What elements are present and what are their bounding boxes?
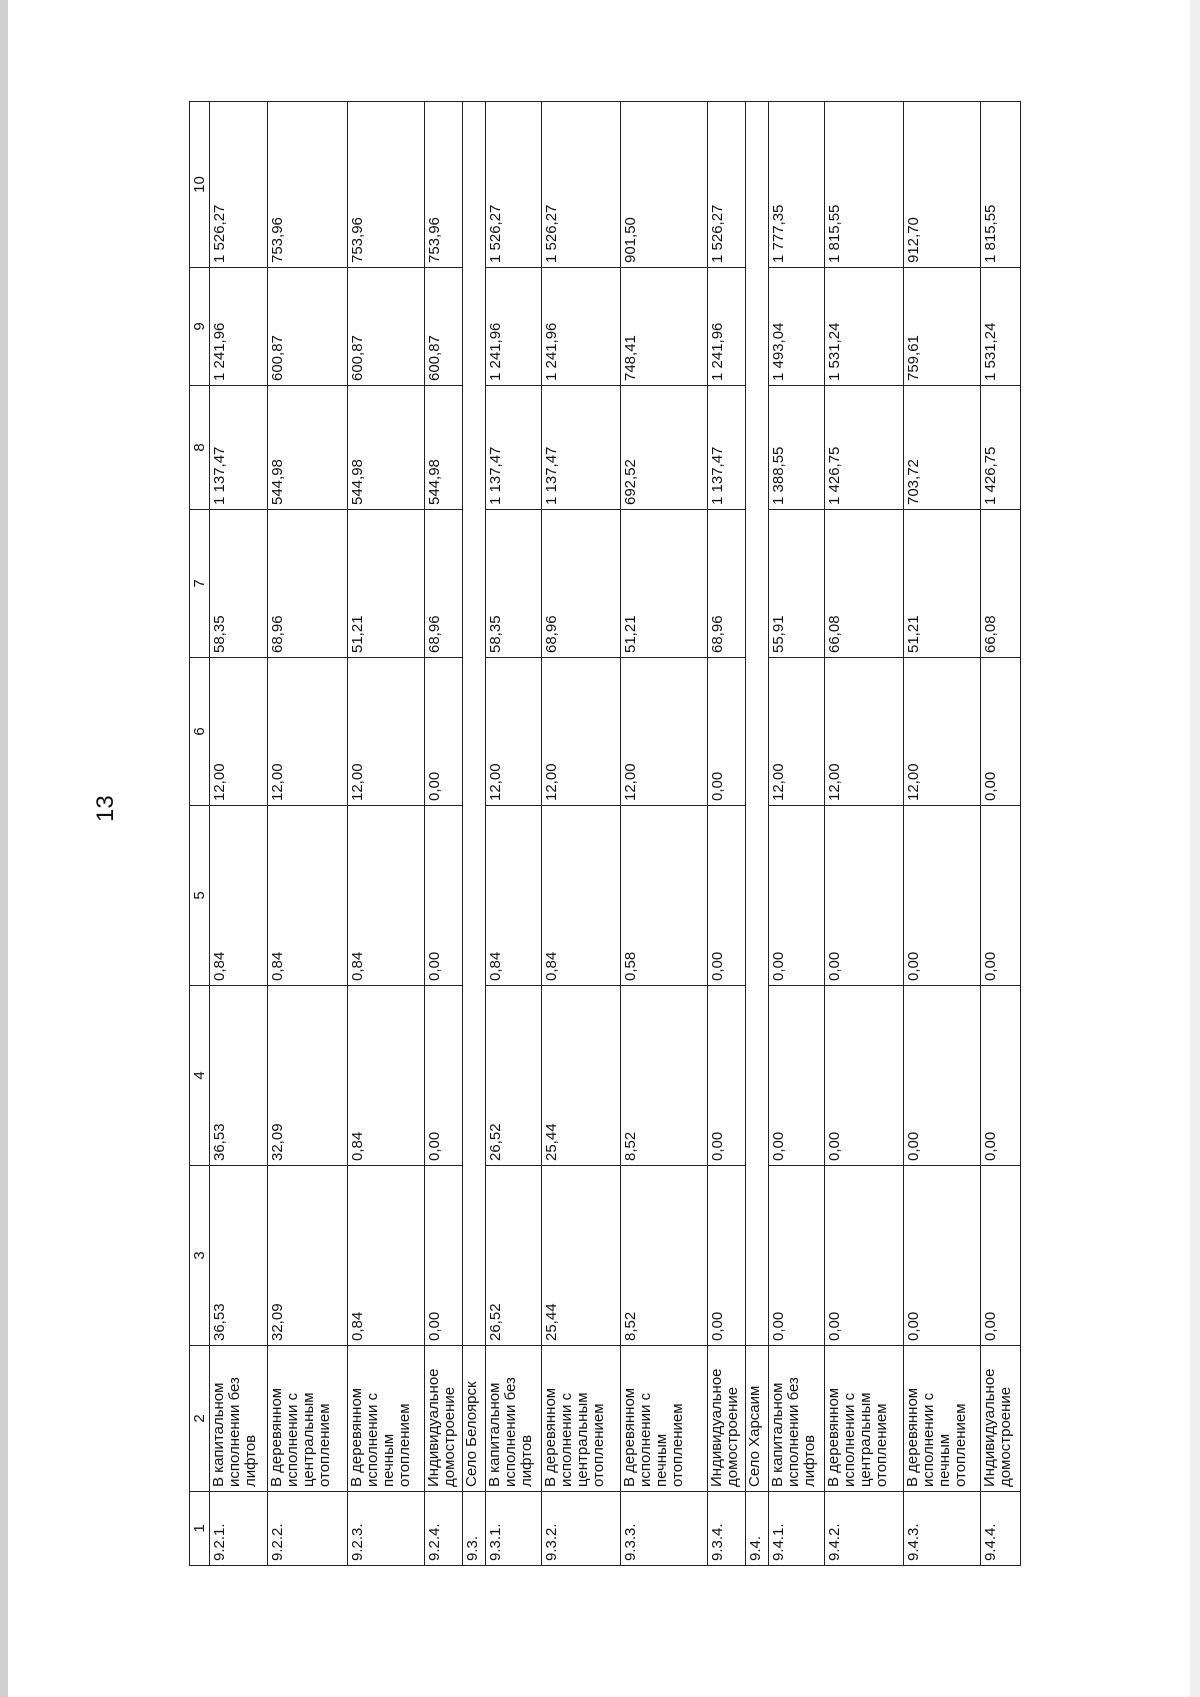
value-cell: 600,87 xyxy=(268,268,348,386)
row-code-cell: 9.3.2. xyxy=(542,1492,621,1566)
value-cell: 58,35 xyxy=(486,510,542,658)
value-cell: 0,00 xyxy=(825,1166,904,1346)
value-cell: 0,00 xyxy=(904,806,981,986)
value-cell: 544,98 xyxy=(348,386,425,510)
value-cell: 0,00 xyxy=(769,1166,825,1346)
section-row xyxy=(463,102,486,1566)
value-cell: 1 137,47 xyxy=(486,386,542,510)
value-cell: 68,96 xyxy=(425,510,463,658)
row-label-cell: В капитальном исполнении без лифтов xyxy=(486,1346,542,1492)
table-row xyxy=(825,102,904,1566)
table-row xyxy=(904,102,981,1566)
value-cell: 32,09 xyxy=(268,1166,348,1346)
scan-left-edge xyxy=(0,0,8,1697)
value-cell: 748,41 xyxy=(621,268,708,386)
value-cell: 0,00 xyxy=(981,658,1021,806)
row-code-cell: 9.3. xyxy=(463,1492,486,1566)
page-number: 13 xyxy=(92,795,119,822)
row-label-cell: В деревянном исполнении с печным отоплением xyxy=(348,1346,425,1492)
value-cell: 55,91 xyxy=(769,510,825,658)
value-cell: 0,84 xyxy=(348,806,425,986)
row-code-cell: 9.3.3. xyxy=(621,1492,708,1566)
value-cell: 1 526,27 xyxy=(210,102,268,268)
value-cell: 753,96 xyxy=(425,102,463,268)
value-cell: 0,84 xyxy=(268,806,348,986)
value-cell: 753,96 xyxy=(268,102,348,268)
value-cell: 0,00 xyxy=(981,1166,1021,1346)
row-code-cell: 9.3.4. xyxy=(708,1492,746,1566)
value-cell: 12,00 xyxy=(210,658,268,806)
table-row xyxy=(268,102,348,1566)
row-label-cell: В деревянном исполнении с печным отоплением xyxy=(904,1346,981,1492)
value-cell: 0,00 xyxy=(708,806,746,986)
section-filler-cell xyxy=(746,102,769,1346)
table-row xyxy=(486,102,542,1566)
row-code-cell: 9.3.1. xyxy=(486,1492,542,1566)
value-cell: 68,96 xyxy=(268,510,348,658)
column-header-1: 1 xyxy=(190,1492,210,1566)
row-label-cell: В деревянном исполнении с печным отоплением xyxy=(621,1346,708,1492)
row-label-cell: Село Белоярск xyxy=(463,1346,486,1492)
value-cell: 1 815,55 xyxy=(981,102,1021,268)
row-label-cell: В деревянном исполнении с центральным отоплением xyxy=(542,1346,621,1492)
value-cell: 703,72 xyxy=(904,386,981,510)
value-cell: 58,35 xyxy=(210,510,268,658)
value-cell: 12,00 xyxy=(486,658,542,806)
value-cell: 66,08 xyxy=(981,510,1021,658)
value-cell: 1 815,55 xyxy=(825,102,904,268)
row-label-cell: Индивидуальное домостроение xyxy=(425,1346,463,1492)
row-label-cell: Индивидуальное домостроение xyxy=(981,1346,1021,1492)
value-cell: 36,53 xyxy=(210,986,268,1166)
value-cell: 1 777,35 xyxy=(769,102,825,268)
value-cell: 0,84 xyxy=(348,986,425,1166)
value-cell: 1 493,04 xyxy=(769,268,825,386)
table-row xyxy=(210,102,268,1566)
value-cell: 25,44 xyxy=(542,986,621,1166)
value-cell: 12,00 xyxy=(542,658,621,806)
value-cell: 1 241,96 xyxy=(708,268,746,386)
value-cell: 753,96 xyxy=(348,102,425,268)
value-cell: 692,52 xyxy=(621,386,708,510)
row-code-cell: 9.2.4. xyxy=(425,1492,463,1566)
column-header-7: 7 xyxy=(190,510,210,658)
table-row xyxy=(769,102,825,1566)
table-row xyxy=(348,102,425,1566)
rotated-table-container xyxy=(189,102,1107,1566)
table-row xyxy=(425,102,463,1566)
column-header-4: 4 xyxy=(190,986,210,1166)
table-row xyxy=(621,102,708,1566)
value-cell: 1 426,75 xyxy=(981,386,1021,510)
value-cell: 1 137,47 xyxy=(708,386,746,510)
value-cell: 0,84 xyxy=(348,1166,425,1346)
value-cell: 12,00 xyxy=(348,658,425,806)
value-cell: 8,52 xyxy=(621,1166,708,1346)
value-cell: 0,00 xyxy=(904,1166,981,1346)
value-cell: 1 526,27 xyxy=(708,102,746,268)
value-cell: 1 241,96 xyxy=(210,268,268,386)
scan-right-edge xyxy=(1190,0,1200,1697)
value-cell: 544,98 xyxy=(425,386,463,510)
value-cell: 51,21 xyxy=(348,510,425,658)
value-cell: 12,00 xyxy=(769,658,825,806)
column-header-2: 2 xyxy=(190,1346,210,1492)
value-cell: 26,52 xyxy=(486,1166,542,1346)
column-number-row xyxy=(190,102,210,1566)
column-header-6: 6 xyxy=(190,658,210,806)
value-cell: 0,58 xyxy=(621,806,708,986)
value-cell: 1 137,47 xyxy=(210,386,268,510)
row-code-cell: 9.2.3. xyxy=(348,1492,425,1566)
value-cell: 12,00 xyxy=(904,658,981,806)
row-label-cell: В деревянном исполнении с центральным отоплением xyxy=(268,1346,348,1492)
value-cell: 12,00 xyxy=(825,658,904,806)
value-cell: 0,00 xyxy=(708,1166,746,1346)
row-code-cell: 9.2.2. xyxy=(268,1492,348,1566)
value-cell: 0,00 xyxy=(708,986,746,1166)
value-cell: 32,09 xyxy=(268,986,348,1166)
value-cell: 1 241,96 xyxy=(542,268,621,386)
row-code-cell: 9.4.3. xyxy=(904,1492,981,1566)
value-cell: 66,08 xyxy=(825,510,904,658)
row-code-cell: 9.2.1. xyxy=(210,1492,268,1566)
value-cell: 0,00 xyxy=(425,806,463,986)
row-code-cell: 9.4.2. xyxy=(825,1492,904,1566)
value-cell: 0,00 xyxy=(904,986,981,1166)
table-row xyxy=(981,102,1021,1566)
value-cell: 0,00 xyxy=(981,986,1021,1166)
value-cell: 1 531,24 xyxy=(825,268,904,386)
table-row xyxy=(542,102,621,1566)
row-code-cell: 9.4.1. xyxy=(769,1492,825,1566)
column-header-9: 9 xyxy=(190,268,210,386)
row-label-cell: В капитальном исполнении без лифтов xyxy=(210,1346,268,1492)
value-cell: 12,00 xyxy=(621,658,708,806)
column-header-3: 3 xyxy=(190,1166,210,1346)
value-cell: 600,87 xyxy=(425,268,463,386)
value-cell: 1 241,96 xyxy=(486,268,542,386)
value-cell: 0,00 xyxy=(981,806,1021,986)
value-cell: 36,53 xyxy=(210,1166,268,1346)
row-label-cell: Село Харсаим xyxy=(746,1346,769,1492)
tariff-table xyxy=(189,101,1021,1566)
value-cell: 25,44 xyxy=(542,1166,621,1346)
column-header-5: 5 xyxy=(190,806,210,986)
row-code-cell: 9.4.4. xyxy=(981,1492,1021,1566)
value-cell: 0,00 xyxy=(425,658,463,806)
value-cell: 759,61 xyxy=(904,268,981,386)
value-cell: 1 137,47 xyxy=(542,386,621,510)
table-row xyxy=(708,102,746,1566)
value-cell: 68,96 xyxy=(708,510,746,658)
value-cell: 0,00 xyxy=(708,658,746,806)
value-cell: 8,52 xyxy=(621,986,708,1166)
section-row xyxy=(746,102,769,1566)
value-cell: 1 426,75 xyxy=(825,386,904,510)
value-cell: 0,84 xyxy=(210,806,268,986)
value-cell: 1 531,24 xyxy=(981,268,1021,386)
value-cell: 1 388,55 xyxy=(769,386,825,510)
value-cell: 51,21 xyxy=(904,510,981,658)
value-cell: 26,52 xyxy=(486,986,542,1166)
value-cell: 1 526,27 xyxy=(542,102,621,268)
value-cell: 901,50 xyxy=(621,102,708,268)
row-label-cell: Индивидуальное домостроение xyxy=(708,1346,746,1492)
row-code-cell: 9.4. xyxy=(746,1492,769,1566)
row-label-cell: В капитальном исполнении без лифтов xyxy=(769,1346,825,1492)
value-cell: 0,00 xyxy=(425,986,463,1166)
value-cell: 68,96 xyxy=(542,510,621,658)
table-body xyxy=(210,102,1021,1566)
value-cell: 912,70 xyxy=(904,102,981,268)
value-cell: 51,21 xyxy=(621,510,708,658)
column-header-8: 8 xyxy=(190,386,210,510)
section-filler-cell xyxy=(463,102,486,1346)
value-cell: 0,00 xyxy=(769,986,825,1166)
value-cell: 544,98 xyxy=(268,386,348,510)
value-cell: 0,84 xyxy=(542,806,621,986)
value-cell: 0,00 xyxy=(825,806,904,986)
value-cell: 0,84 xyxy=(486,806,542,986)
value-cell: 0,00 xyxy=(425,1166,463,1346)
value-cell: 12,00 xyxy=(268,658,348,806)
value-cell: 0,00 xyxy=(825,986,904,1166)
column-header-10: 10 xyxy=(190,102,210,268)
row-label-cell: В деревянном исполнении с центральным отоплением xyxy=(825,1346,904,1492)
value-cell: 1 526,27 xyxy=(486,102,542,268)
value-cell: 0,00 xyxy=(769,806,825,986)
value-cell: 600,87 xyxy=(348,268,425,386)
